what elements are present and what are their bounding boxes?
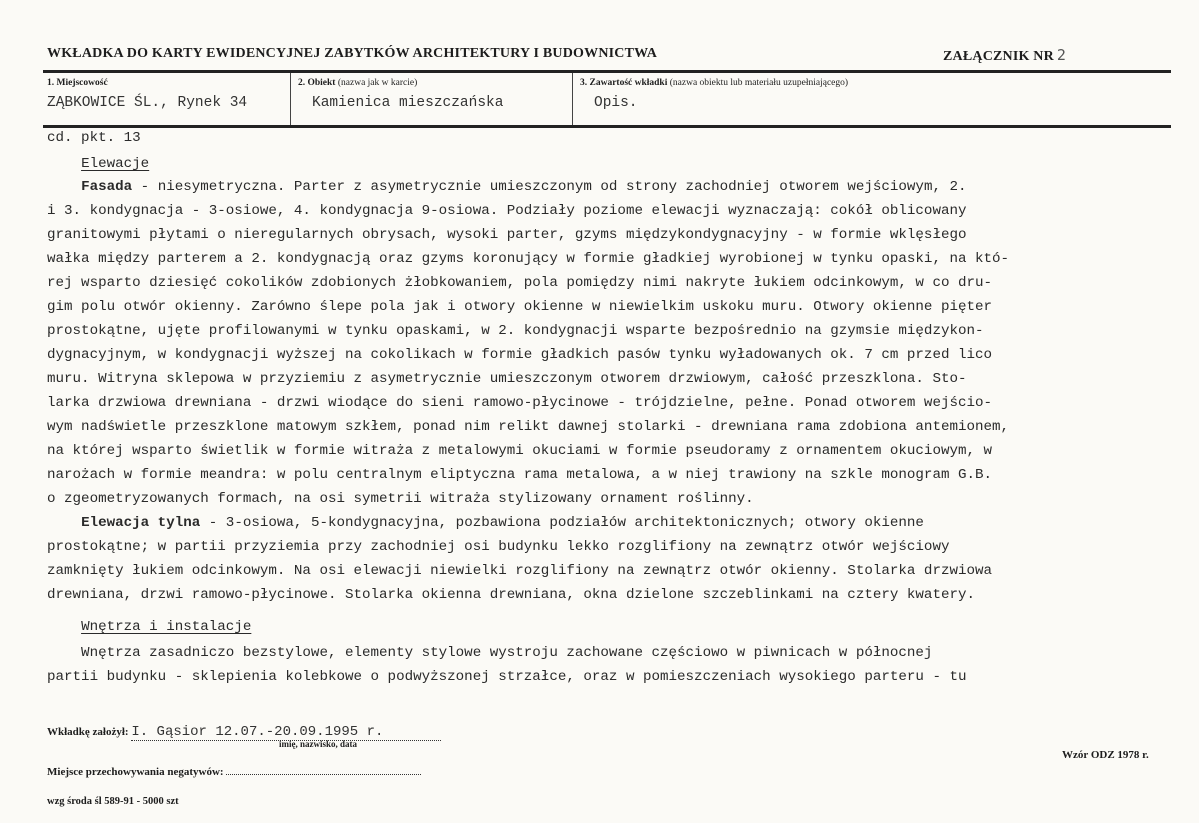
text-line: drewniana, drzwi ramowo-płycinowe. Stolarka okienna drewniana, okna dzielone szczeblinkami na cztery kwatery. — [47, 587, 976, 603]
field-3-value: Opis. — [594, 95, 638, 111]
form-model: Wzór ODZ 1978 r. — [1062, 749, 1149, 761]
attachment-number-value: 2 — [1056, 46, 1067, 64]
attachment-label: ZAŁĄCZNIK NR — [943, 49, 1054, 64]
text-line: Wnętrza zasadniczo bezstylowe, elementy stylowe wystroju zachowane częściowo w piwnicach w północnej — [47, 645, 933, 661]
text-line: cd. pkt. 13 — [47, 130, 141, 146]
subheading-fasada: Fasada — [81, 179, 133, 195]
field-1-label: 1. Miejscowość — [47, 78, 108, 88]
text-line: muru. Witryna sklepowa w przyziemiu z asymetrycznie umieszczonym otworem drzwiowym, całość przeszklona. Sto- — [47, 371, 967, 387]
text-line: na której wsparto świetlik w formie witraża z metalowymi okuciami w formie pseudoramy z ornamentem okuciowym, w — [47, 443, 993, 459]
section-heading-elewacje: Elewacje — [81, 156, 150, 172]
text-line: o zgeometryzowanych formach, na osi symetrii witraża stylizowany ornament roślinny. — [47, 491, 754, 507]
header-bottom-rule — [43, 125, 1171, 128]
field-1-value: ZĄBKOWICE ŚL., Rynek 34 — [47, 95, 248, 111]
header-top-rule — [43, 70, 1171, 73]
attachment-number — [943, 46, 1066, 65]
field-2-label-sub: (nazwa jak w karcie) — [337, 78, 418, 88]
subheading-elewacja-tylna: Elewacja tylna — [81, 515, 201, 531]
founded-by-value: I. Gąsior 12.07.-20.09.1995 r. — [131, 724, 384, 740]
text-line: Fasada - niesymetryczna. Parter z asymetrycznie umieszczonym od strony zachodniej otworem wejściowym, 2. — [81, 179, 967, 195]
text-line: rej wsparto dziesięć cokolików zdobionych żłobkowaniem, pola pomiędzy nimi nakryte łukiem odcinkowym, w co dru- — [47, 275, 993, 291]
text-line: narożach w formie meandra: w polu centralnym eliptyczna rama metalowa, a w niej trawiony na szkle monogram G.B. — [47, 467, 993, 483]
field-2-label — [298, 78, 417, 88]
field-3-label-sub: (nazwa obiektu lub materiału uzupełniającego) — [669, 78, 849, 88]
field-divider-2 — [572, 73, 573, 125]
text-line: Elewacja tylna - 3-osiowa, 5-kondygnacyjna, pozbawiona podziałów architektonicznych; otwory okienne — [81, 515, 924, 531]
text-line: i 3. kondygnacja - 3-osiowe, 4. kondygnacja 9-osiowa. Podziały poziome elewacji wyznaczają: cokół oblicowany — [47, 203, 967, 219]
founded-by-label: Wkładkę założył: — [47, 726, 129, 738]
field-divider-1 — [290, 73, 291, 125]
text-line: larka drzwiowa drewniana - drzwi wiodące do sieni ramowo-płycinowe - trójdzielne, pełne. Ponad otworem wejścio- — [47, 395, 993, 411]
founded-by-sublabel: imię, nazwisko, data — [279, 739, 358, 749]
document-title: WKŁADKA DO KARTY EWIDENCYJNEJ ZABYTKÓW ARCHITEKTURY I BUDOWNICTWA — [47, 46, 658, 61]
text-line: granitowymi płytami o nieregularnych obrysach, wysoki parter, gzyms międzykondygnacyjny - w formie wklęsłego — [47, 227, 967, 243]
text-line: prostokątne; w partii przyziemia przy zachodniej osi budynku lekko rozglifiony na zewnątrz otwór wejściowy — [47, 539, 950, 555]
field-3-label-main: 3. Zawartość wkładki — [580, 78, 668, 88]
text-line: prostokątne, ujęte profilowanymi w tynku opaskami, w 2. kondygnacji wsparte bezpośrednio na gzymsie międzykon- — [47, 323, 984, 339]
negatives-location-label: Miejsce przechowywania negatywów: — [47, 766, 224, 778]
founded-by-row — [47, 724, 441, 741]
text-line: dygnacyjnym, w kondygnacji wyższej na cokolikach w formie gładkich pasów tynku wyładowanych ok. 7 cm przed lico — [47, 347, 993, 363]
negatives-location-row — [47, 766, 421, 778]
negatives-location-field — [226, 774, 421, 775]
field-3-label — [580, 78, 848, 88]
text-line: zamknięty łukiem odcinkowym. Na osi elewacji niewielki rozglifiony na zewnątrz otwór okienny. Stolarka drzwiowa — [47, 563, 993, 579]
print-info: wzg środa śl 589-91 - 5000 szt — [47, 796, 179, 807]
text-line: wałka między parterem a 2. kondygnacją oraz gzyms koronujący w formie gładkiej wyrobionej w tynku opaski, na któ- — [47, 251, 1010, 267]
text-line: partii budynku - sklepienia kolebkowe o podwyższonej strzałce, oraz w pomieszczeniach wysokiego parteru - tu — [47, 669, 967, 685]
field-2-label-main: 2. Obiekt — [298, 78, 336, 88]
section-heading-wnetrza: Wnętrza i instalacje — [81, 619, 252, 635]
text-line: wym nadświetle przeszklone matowym szkłem, ponad nim relikt dawnej stolarki - drewniana rama zdobiona antemionem, — [47, 419, 1010, 435]
text-line: gim polu otwór okienny. Zarówno ślepe pola jak i otwory okienne w niewielkim uskoku muru. Otwory okienne pięter — [47, 299, 993, 315]
field-2-value: Kamienica mieszczańska — [312, 95, 504, 111]
